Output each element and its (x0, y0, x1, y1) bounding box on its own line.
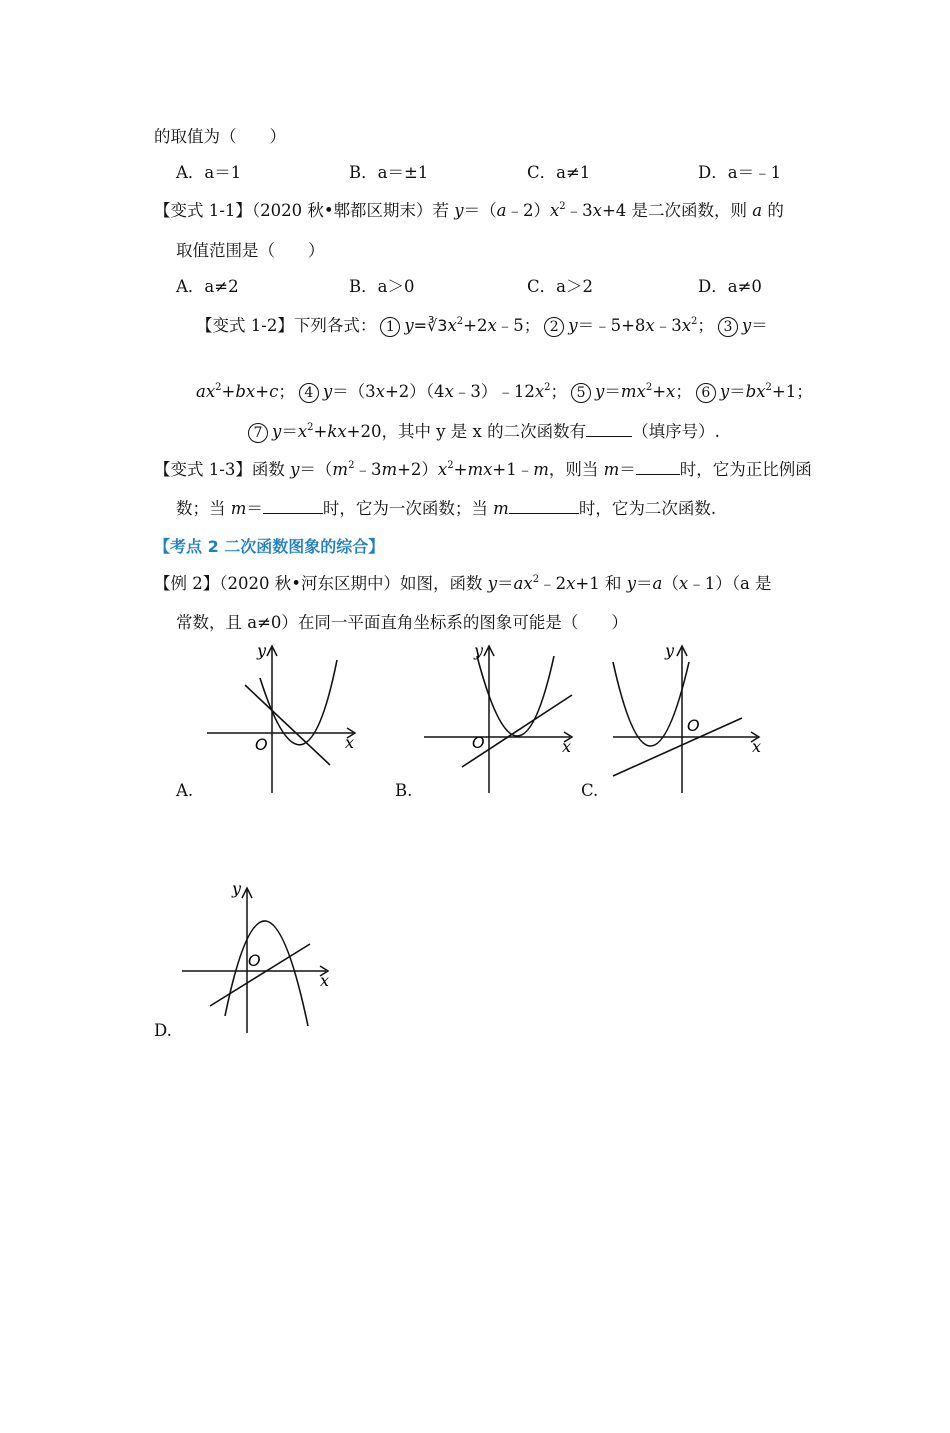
graph-a[interactable] (205, 640, 365, 800)
option-b[interactable]: B．a＝±1 (349, 163, 429, 182)
blank-linear[interactable] (263, 498, 323, 514)
circled-5: 5 (571, 383, 591, 403)
origin-label: O (472, 733, 485, 752)
graph-a-label[interactable]: A. (176, 781, 194, 800)
option-c[interactable]: C．a≠1 (527, 163, 591, 182)
circled-2: 2 (544, 317, 564, 337)
y-label: y (474, 641, 484, 660)
y-label: y (257, 641, 267, 660)
y-label: y (665, 641, 675, 660)
example-2-line2: 常数，且 a≠0）在同一平面直角坐标系的图象可能是（ ） (176, 613, 628, 632)
graph-b-label[interactable]: B. (395, 781, 413, 800)
variant-1-3-line1: 【变式 1-3】函数 $y=(m^2﹣3m+2)x^2+mx+1﹣m$，则当 m＝ 时，它为正比例函 (154, 460, 812, 479)
origin-label: O (248, 951, 261, 970)
answer-blank[interactable] (586, 421, 632, 437)
variant-1-1-line1: 【变式 1-1】（2020 秋•郫都区期末）若 $y=(a﹣2)x^2﹣3x+4$ 是二次函数，则 a 的 (154, 201, 784, 220)
v11-option-c[interactable]: C．a＞2 (527, 277, 593, 296)
circled-4: 4 (299, 383, 319, 403)
origin-label: O (687, 716, 700, 735)
v11-option-d[interactable]: D．a≠0 (698, 277, 762, 296)
circled-3: 3 (718, 317, 738, 337)
example-2-tag: 【例 2】 (154, 574, 220, 593)
circled-6: 6 (696, 383, 716, 403)
x-label: x (562, 737, 572, 756)
variant-1-2-tag: 【变式 1-2】 (196, 316, 294, 335)
option-d[interactable]: D．a＝﹣1 (698, 163, 782, 182)
example-2-line1: 【例 2】（2020 秋•河东区期中）如图，函数 $y=ax^2﹣2x+1$ 和 y＝a（x﹣1）（a 是 (154, 574, 772, 593)
graph-d-label[interactable]: D. (154, 1021, 172, 1040)
x-label: x (320, 971, 330, 990)
variant-1-2-line1: 【变式 1-2】下列各式： 1 $y=∛3x^2+2x﹣5$； 2 $y=﹣5+8x﹣3x^2$； 3 y＝ (196, 316, 768, 335)
blank-proportional[interactable] (636, 459, 680, 475)
x-label: x (345, 733, 355, 752)
parabola (225, 921, 308, 1026)
y-label: y (232, 879, 242, 898)
x-label: x (752, 737, 762, 756)
variant-1-3-line2: 数；当 m＝ 时，它为一次函数；当 m 时，它为二次函数. (176, 499, 717, 518)
origin-label: O (255, 735, 268, 754)
variant-1-3-tag: 【变式 1-3】 (154, 460, 252, 479)
v11-option-a[interactable]: A．a≠2 (176, 277, 239, 296)
graph-d[interactable] (180, 876, 340, 1036)
graph-c-label[interactable]: C. (581, 781, 599, 800)
parabola (613, 662, 689, 746)
variant-1-2-line3: 7 $y=x^2+kx+20$，其中 y 是 x 的二次函数有 （填序号）. (244, 421, 720, 443)
section-heading: 【考点 2 二次函数图象的综合】 (154, 537, 385, 556)
variant-1-1-line2: 取值范围是（ ） (176, 241, 325, 260)
blank-quadratic[interactable] (509, 498, 579, 514)
circled-7: 7 (248, 423, 268, 443)
v11-option-b[interactable]: B．a＞0 (349, 277, 415, 296)
variant-1-1-tag: 【变式 1-1】 (154, 201, 252, 220)
option-a[interactable]: A．a＝1 (176, 163, 242, 182)
variant-1-2-line2: $ax^2+bx+c$； 4 $y=(3x+2)(4x﹣3)﹣12x^2$； 5 $y=mx^2+x$； 6 $y=bx^2+1$； (196, 382, 813, 401)
graph-b[interactable] (422, 640, 582, 800)
graph-c[interactable] (605, 640, 770, 800)
straight-line (462, 695, 572, 767)
question-stem-tail: 的取值为（ ） (154, 127, 286, 146)
circled-1: 1 (380, 317, 400, 337)
